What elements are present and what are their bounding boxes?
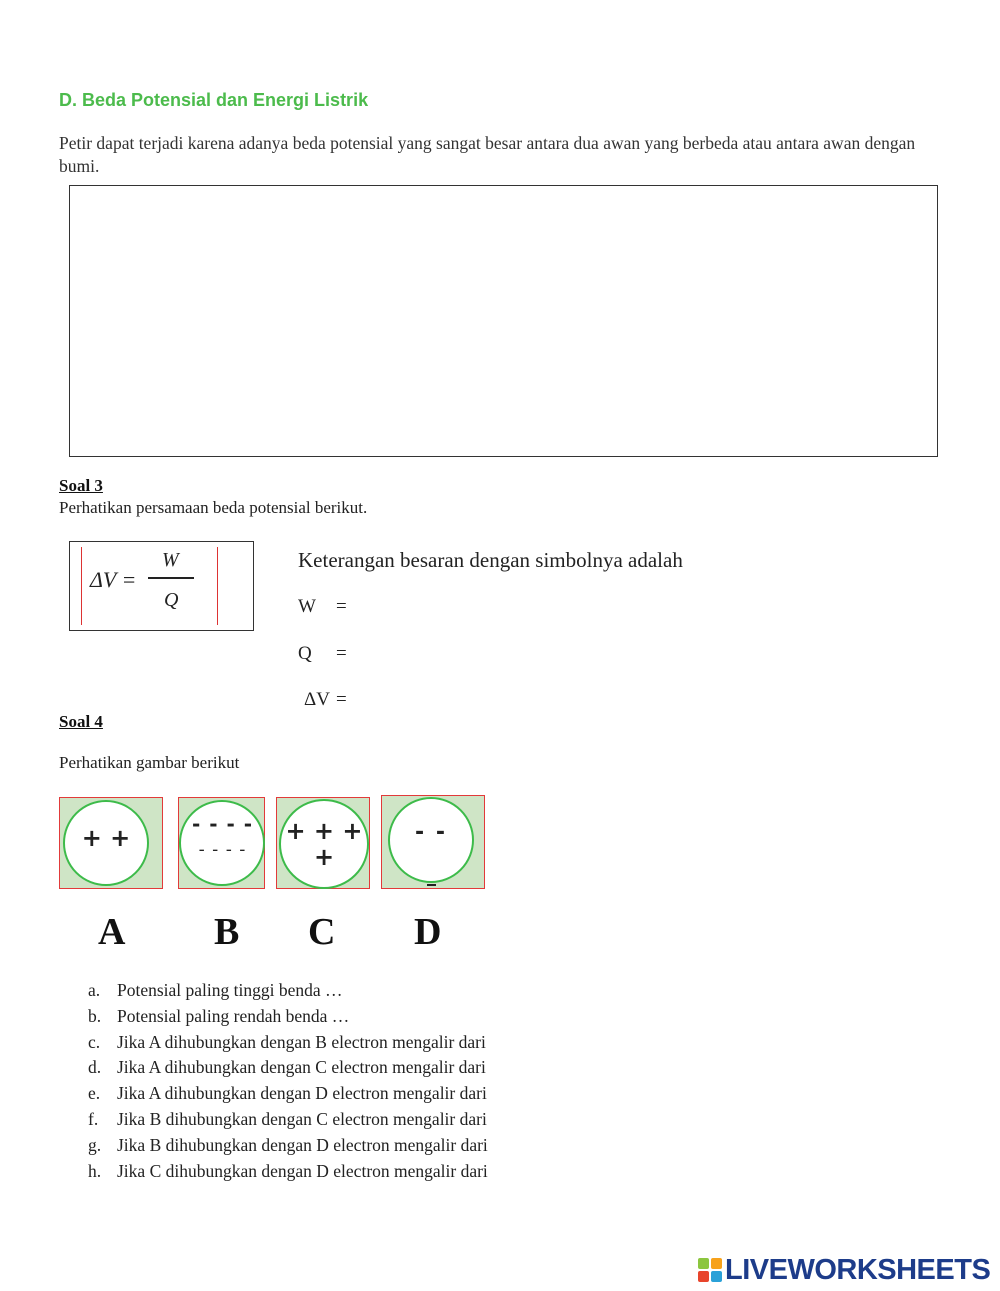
item-text: Jika B dihubungkan dengan C electron mengalir dari — [117, 1108, 487, 1129]
equals-sign: = — [336, 689, 347, 710]
item-letter: d. — [88, 1057, 102, 1078]
intro-paragraph: Petir dapat terjadi karena adanya beda potensial yang sangat besar antara dua awan yang berbeda atau antara awan dengan bumi. — [59, 133, 916, 176]
item-letter: g. — [88, 1134, 102, 1155]
desc-row-w — [298, 596, 347, 618]
item-text: Jika A dihubungkan dengan B electron mengalir dari — [117, 1031, 486, 1052]
object-c-tile — [276, 797, 370, 889]
charge-label: - - - - — [198, 840, 247, 860]
symbol-q: Q — [298, 643, 312, 664]
desc-row-dv — [304, 689, 347, 711]
formula-numerator: W — [162, 549, 179, 571]
object-label-d: D — [414, 911, 442, 953]
fraction-bar — [148, 577, 194, 579]
formula-denominator: Q — [164, 589, 179, 611]
charge-label: + + + — [285, 817, 363, 845]
charge-label: - - - - — [191, 812, 254, 836]
symbol-w: W — [298, 596, 316, 617]
list-item — [88, 1004, 488, 1030]
object-label-a: A — [98, 911, 126, 953]
description-title: Keterangan besaran dengan simbolnya adalah — [298, 548, 683, 572]
item-text: Jika C dihubungkan dengan D electron mengalir dari — [117, 1160, 488, 1181]
item-text: Jika A dihubungkan dengan C electron mengalir dari — [117, 1057, 486, 1078]
item-text: Potensial paling rendah benda … — [117, 1005, 350, 1026]
equals-sign: = — [336, 596, 347, 617]
list-item — [88, 1055, 488, 1081]
object-a-tile — [59, 797, 163, 889]
item-text: Jika A dihubungkan dengan D electron mengalir dari — [117, 1083, 487, 1104]
brand-text: LIVEWORKSHEETS — [725, 1253, 991, 1286]
answer-box[interactable] — [69, 185, 938, 457]
equals-sign: = — [336, 643, 347, 664]
object-d-tile — [381, 795, 485, 889]
object-label-b: B — [214, 911, 240, 953]
formula-box — [69, 541, 254, 631]
item-letter: e. — [88, 1083, 101, 1104]
item-text: Jika B dihubungkan dengan D electron mengalir dari — [117, 1134, 488, 1155]
object-b-tile — [178, 797, 265, 889]
list-item — [88, 1159, 488, 1185]
list-item — [88, 978, 488, 1004]
formula-image — [81, 547, 218, 625]
charge-label: - - — [415, 820, 447, 845]
charge-label: + — [313, 843, 335, 871]
item-letter: h. — [88, 1160, 102, 1181]
list-item — [88, 1133, 488, 1159]
list-item — [88, 1030, 488, 1056]
symbol-dv: ΔV — [304, 689, 330, 710]
formula-lhs: ΔV = — [90, 567, 137, 592]
item-letter: c. — [88, 1031, 101, 1052]
brand-logo — [698, 1253, 990, 1287]
item-letter: b. — [88, 1005, 102, 1026]
question-list — [88, 978, 488, 1184]
charge-label: + + — [81, 824, 131, 852]
item-text: Potensial paling tinggi benda … — [117, 980, 343, 1000]
list-item — [88, 1107, 488, 1133]
section-heading: D. Beda Potensial dan Energi Listrik — [59, 90, 369, 110]
item-letter: a. — [88, 980, 101, 1000]
object-label-c: C — [308, 911, 336, 953]
soal3-title: Soal 3 — [59, 476, 103, 495]
liveworksheets-logo-icon — [698, 1258, 722, 1282]
item-letter: f. — [88, 1108, 99, 1129]
list-item — [88, 1081, 488, 1107]
soal3-instruction: Perhatikan persamaan beda potensial berikut. — [59, 498, 368, 517]
soal4-title: Soal 4 — [59, 712, 103, 731]
desc-row-q — [298, 643, 347, 665]
soal4-instruction: Perhatikan gambar berikut — [59, 753, 240, 772]
